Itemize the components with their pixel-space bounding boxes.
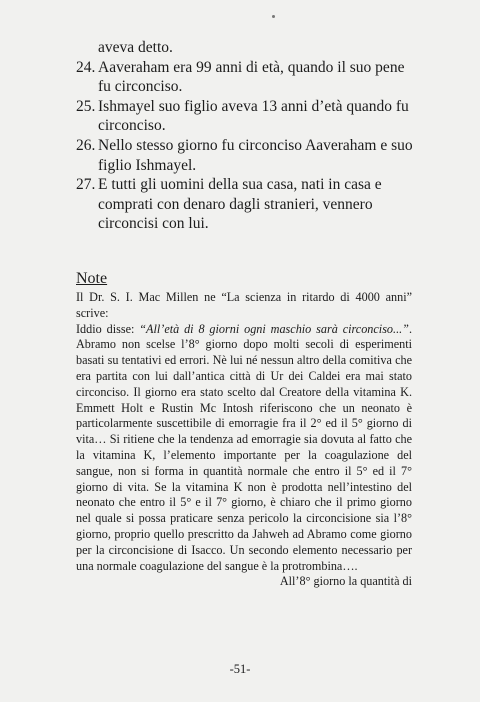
verse-list (76, 38, 416, 234)
note-body-text: . Abramo non scelse l’8° giorno dopo molti secoli di esperimenti basati su tentativi ed errori. Nè lui né nessun altro della comitiva che era partita con lui dall’antica città di Ur dei Caldei era mai stato circonciso. Il giorno era stato scelto dal Creatore della vitamina K. Emmett Holt e Rustin Mc Intosh riferiscono che un neonato è particolarmente suscettibile di emorragie fra il 2° ed il 5° giorno di vita… Si ritiene che la tendenza ad emorragie sia dovuta al fatto che la vitamina K, l’elemento importante per la coagulazione del sangue, non si forma in quantità normale che entro il 5° ed il 7° giorno di vita. Se la vitamina K non è prodotta nell’intestino del neonato che entro il 5° e il 7° giorno, è chiaro che il primo giorno nel quale si possa praticare senza pericolo la circoncisione sia l’8° giorno, proprio quello prescritto da Jahweh ad Abramo come giorno per la circoncisione di Isacco. Un secondo elemento necessario per una normale coagulazione del sangue è la protrombina…. (76, 321, 412, 573)
verse-25 (76, 97, 416, 136)
verse-text: E tutti gli uomini della sua casa, nati in casa e comprati con denaro dagli stranieri, vennero circoncisi con lui. (98, 176, 382, 233)
verse-text: aveva detto. (98, 39, 173, 56)
verse-text: Aaveraham era 99 anni di età, quando il suo pene fu circonciso. (98, 58, 405, 96)
verse-number: 27. (76, 176, 96, 194)
note-paragraph (76, 322, 412, 575)
verse-continuation (76, 38, 416, 58)
verse-number: 26. (76, 136, 96, 154)
verse-26 (76, 136, 416, 175)
quote-italic: “All’età di 8 giorni ogni maschio sarà circonciso...” (139, 321, 409, 336)
note-intro: Il Dr. S. I. Mac Millen ne “La scienza in ritardo di 4000 anni” scrive: (76, 290, 412, 320)
verse-24 (76, 58, 416, 97)
verse-text: Ishmayel suo figlio aveva 13 anni d’età quando fu circonciso. (98, 97, 409, 135)
verse-number: 24. (76, 58, 96, 76)
note-body (76, 290, 412, 590)
note-tail: All’8° giorno la quantità di (279, 574, 412, 589)
scan-speck (272, 15, 275, 18)
page-number: -51- (229, 662, 251, 676)
verse-27 (76, 175, 416, 234)
note-heading: Note (76, 270, 108, 287)
quote-lead: Iddio disse: (76, 321, 140, 336)
verse-text: Nello stesso giorno fu circonciso Aaveraham e suo figlio Ishmayel. (98, 136, 413, 174)
verse-number: 25. (76, 97, 96, 115)
